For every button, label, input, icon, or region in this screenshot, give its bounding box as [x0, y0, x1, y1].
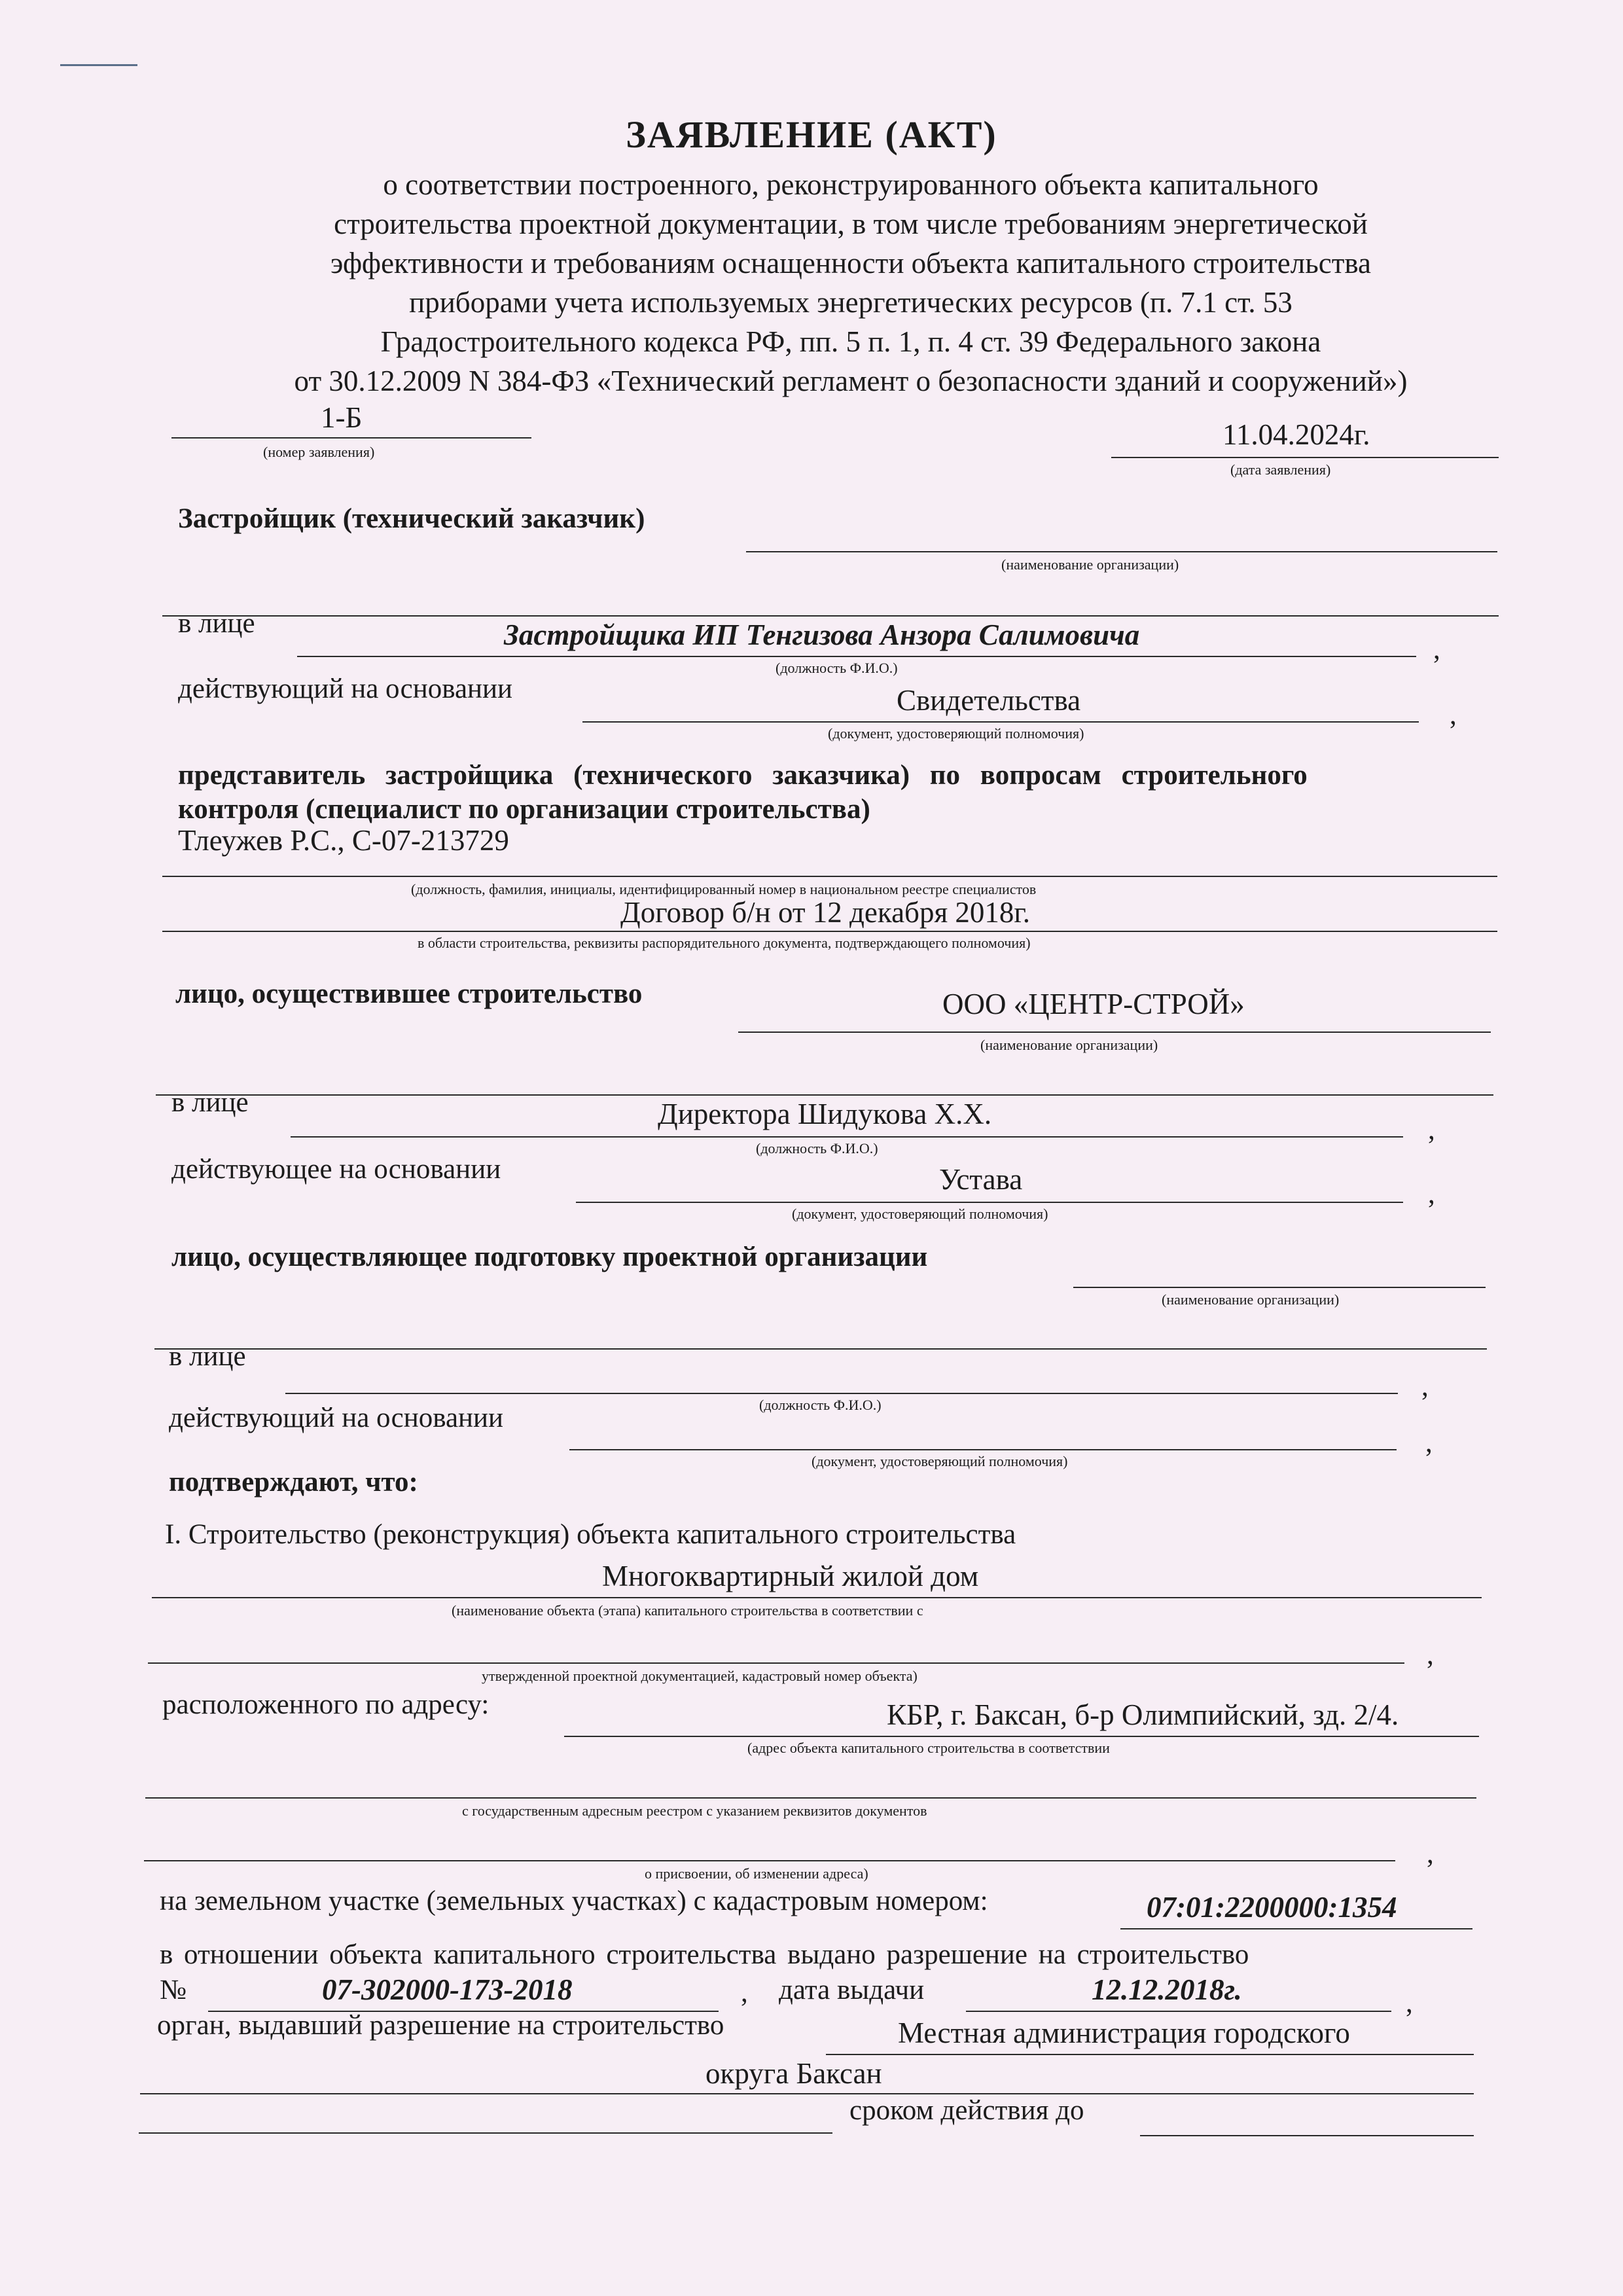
representative-document: Договор б/н от 12 декабря 2018г. — [620, 896, 1031, 929]
issue-date-line — [966, 2011, 1391, 2012]
object-name: Многоквартирный жилой дом — [602, 1560, 979, 1592]
permit-number-label: № — [160, 1975, 187, 2005]
object-caption-1: (наименование объекта (этапа) капитального строительства в соответствии с — [452, 1602, 923, 1619]
permit-text: в отношении объекта капитального строительства выдано разрешение на строительство — [160, 1939, 1249, 1970]
representative-label-line2: контроля (специалист по организации строительства) — [178, 794, 870, 825]
address-caption-3: о присвоении, об изменении адреса) — [645, 1865, 868, 1882]
address-label: расположенного по адресу: — [162, 1689, 490, 1720]
representative-person-line — [162, 876, 1497, 877]
issuer-line-1-rule — [826, 2054, 1474, 2055]
designer-basis-line — [569, 1449, 1397, 1450]
developer-org-line-2 — [162, 615, 1499, 617]
builder-basis-value: Устава — [939, 1163, 1023, 1196]
designer-org-caption: (наименование организации) — [1162, 1291, 1340, 1308]
comma: , — [1450, 700, 1457, 730]
issue-date-label: дата выдачи — [779, 1975, 925, 2005]
builder-org-line-2 — [156, 1094, 1493, 1096]
representative-caption-1: (должность, фамилия, инициалы, идентифицированный номер в национальном реестре специалистов — [411, 881, 1037, 897]
permit-number: 07-302000-173-2018 — [322, 1973, 573, 2006]
subtitle-line-1: о соответствии построенного, реконструированного объекта капитального — [383, 168, 1319, 201]
developer-org-caption: (наименование организации) — [1001, 556, 1179, 573]
designer-org-line-2 — [154, 1348, 1487, 1350]
comma: , — [1433, 634, 1440, 665]
validity-date-line — [1140, 2135, 1474, 2136]
developer-basis-caption: (документ, удостоверяющий полномочия) — [828, 725, 1084, 742]
developer-basis-line — [582, 721, 1419, 723]
application-number-line — [171, 437, 531, 439]
application-number: 1-Б — [321, 401, 363, 434]
builder-org: ООО «ЦЕНТР-СТРОЙ» — [942, 988, 1245, 1020]
address-caption-1: (адрес объекта капитального строительства в соответствии — [747, 1740, 1110, 1756]
application-date-caption: (дата заявления) — [1230, 461, 1331, 478]
object-caption-2: утвержденной проектной документацией, кадастровый номер объекта) — [482, 1668, 918, 1684]
designer-label: лицо, осуществляющее подготовку проектной организации — [171, 1242, 928, 1272]
designer-represented-label: в лице — [169, 1341, 246, 1372]
representative-person: Тлеужев Р.С., С-07-213729 — [178, 824, 509, 857]
builder-label: лицо, осуществившее строительство — [175, 978, 643, 1009]
builder-basis-label: действующее на основании — [171, 1154, 501, 1185]
land-label: на земельном участке (земельных участках) с кадастровым номером: — [160, 1886, 988, 1916]
builder-basis-line — [576, 1202, 1403, 1203]
comma: , — [1427, 1839, 1434, 1869]
section-1-text: I. Строительство (реконструкция) объекта капитального строительства — [165, 1519, 1016, 1550]
confirm-label: подтверждают, что: — [169, 1467, 418, 1498]
subtitle-line-2: строительства проектной документации, в том числе требованиям энергетической — [334, 207, 1368, 240]
issue-date: 12.12.2018г. — [1092, 1973, 1242, 2006]
issuer-line-2-rule — [140, 2093, 1474, 2094]
subtitle-line-4: приборами учета используемых энергетических ресурсов (п. 7.1 ст. 53 — [409, 286, 1293, 319]
developer-org-line — [746, 551, 1497, 552]
developer-represented-caption: (должность Ф.И.О.) — [776, 660, 898, 676]
comma: , — [1427, 1640, 1434, 1670]
address-line-3 — [144, 1860, 1395, 1861]
application-number-caption: (номер заявления) — [263, 444, 375, 460]
object-name-line-2 — [148, 1662, 1404, 1664]
issuer-label: орган, выдавший разрешение на строительство — [157, 2010, 724, 2041]
builder-org-caption: (наименование организации) — [980, 1037, 1158, 1053]
developer-basis-value: Свидетельства — [897, 684, 1081, 717]
subtitle-line-3: эффективности и требованиям оснащенности объекта капитального строительства — [330, 247, 1371, 279]
address-line-2 — [145, 1797, 1476, 1799]
designer-basis-caption: (документ, удостоверяющий полномочия) — [812, 1453, 1068, 1469]
document-title: ЗАЯВЛЕНИЕ (АКТ) — [626, 113, 997, 156]
developer-basis-label: действующий на основании — [178, 673, 513, 704]
builder-represented-caption: (должность Ф.И.О.) — [756, 1140, 878, 1157]
designer-represented-line — [285, 1393, 1398, 1394]
comma: , — [1428, 1115, 1435, 1145]
issuer-line-2: округа Баксан — [705, 2057, 882, 2090]
comma: , — [1428, 1179, 1435, 1210]
address-line — [564, 1736, 1479, 1737]
validity-left-line — [139, 2132, 832, 2134]
developer-represented-label: в лице — [178, 608, 255, 639]
comma: , — [1425, 1427, 1433, 1458]
subtitle-line-5: Градостроительного кодекса РФ, пп. 5 п. 1, п. 4 ст. 39 Федерального закона — [380, 325, 1321, 358]
designer-represented-caption: (должность Ф.И.О.) — [759, 1397, 882, 1413]
validity-label: сроком действия до — [849, 2095, 1084, 2126]
developer-label: Застройщик (технический заказчик) — [178, 503, 645, 534]
issuer-line-1: Местная администрация городского — [898, 2017, 1350, 2049]
builder-represented-value: Директора Шидукова Х.Х. — [658, 1098, 992, 1130]
designer-basis-label: действующий на основании — [169, 1403, 504, 1433]
land-cadastral-number: 07:01:2200000:1354 — [1147, 1891, 1397, 1924]
application-date: 11.04.2024г. — [1222, 418, 1370, 451]
builder-org-line — [738, 1031, 1491, 1033]
comma: , — [1406, 1988, 1413, 2018]
builder-represented-line — [291, 1136, 1403, 1138]
document-subtitle — [0, 165, 1623, 401]
comma: , — [741, 1977, 748, 2008]
land-number-line — [1120, 1928, 1472, 1929]
subtitle-line-6: от 30.12.2009 N 384-ФЗ «Технический регламент о безопасности зданий и сооружений») — [294, 365, 1408, 397]
builder-represented-label: в лице — [171, 1087, 249, 1118]
object-name-line — [152, 1597, 1482, 1598]
application-date-line — [1111, 457, 1499, 458]
comma: , — [1421, 1371, 1429, 1402]
representative-label-line1: представитель застройщика (технического заказчика) по вопросам строительного — [178, 760, 1308, 791]
developer-represented-line — [297, 656, 1416, 657]
scan-mark — [60, 64, 137, 66]
designer-org-line — [1073, 1287, 1486, 1288]
builder-basis-caption: (документ, удостоверяющий полномочия) — [792, 1206, 1048, 1222]
address-value: КБР, г. Баксан, б-р Олимпийский, зд. 2/4. — [887, 1698, 1399, 1731]
representative-caption-2: в области строительства, реквизиты распорядительного документа, подтверждающего полномочия) — [418, 935, 1031, 951]
representative-document-line — [162, 931, 1497, 932]
address-caption-2: с государственным адресным реестром с указанием реквизитов документов — [462, 1803, 927, 1819]
developer-represented-value: Застройщика ИП Тенгизова Анзора Салимовича — [504, 619, 1140, 651]
